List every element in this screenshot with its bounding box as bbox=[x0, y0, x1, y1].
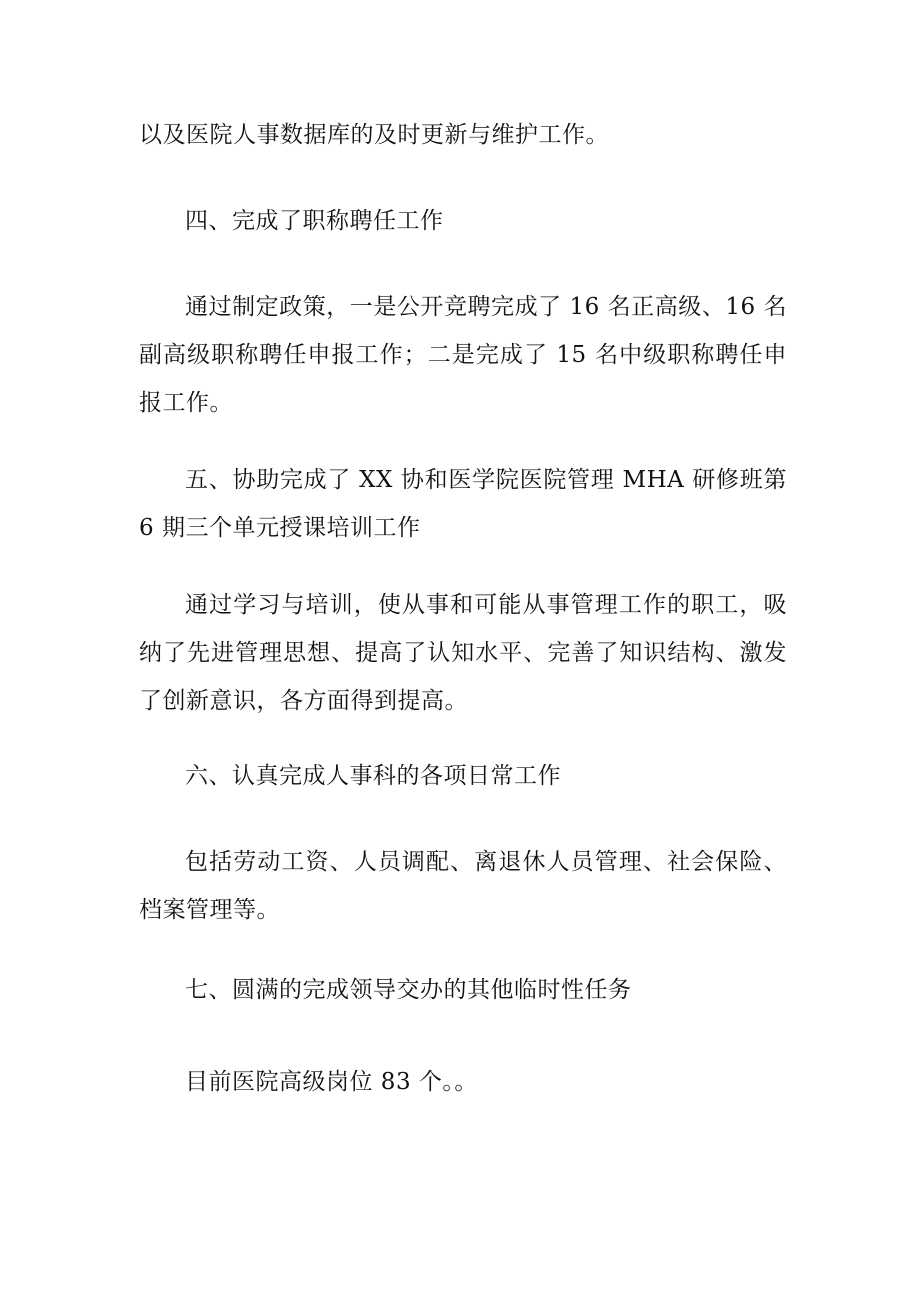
continuation-paragraph: 以及医院人事数据库的及时更新与维护工作。 bbox=[139, 122, 609, 148]
body-paragraph-training: 通过学习与培训，使从事和可能从事管理工作的职工，吸纳了先进管理思想、提高了认知水平、完善了知识结构、激发了创新意识，各方面得到提高。 bbox=[139, 592, 787, 714]
body-paragraph-senior-positions: 目前医院高级岗位 83 个。。 bbox=[185, 1069, 478, 1095]
body-paragraph-title-appointment: 通过制定政策，一是公开竞聘完成了 16 名正高级、16 名副高级职称聘任申报工作；二是完成了 15 名中级职称聘任申报工作。 bbox=[139, 294, 787, 416]
section-heading-7: 七、圆满的完成领导交办的其他临时性任务 bbox=[185, 977, 632, 1003]
body-paragraph-daily-work: 包括劳动工资、人员调配、离退休人员管理、社会保险、档案管理等。 bbox=[139, 849, 787, 923]
section-heading-6: 六、认真完成人事科的各项日常工作 bbox=[185, 763, 561, 789]
section-heading-5: 五、协助完成了 XX 协和医学院医院管理 MHA 研修班第 6 期三个单元授课培训工作 bbox=[139, 467, 787, 541]
section-heading-4: 四、完成了职称聘任工作 bbox=[185, 208, 444, 234]
